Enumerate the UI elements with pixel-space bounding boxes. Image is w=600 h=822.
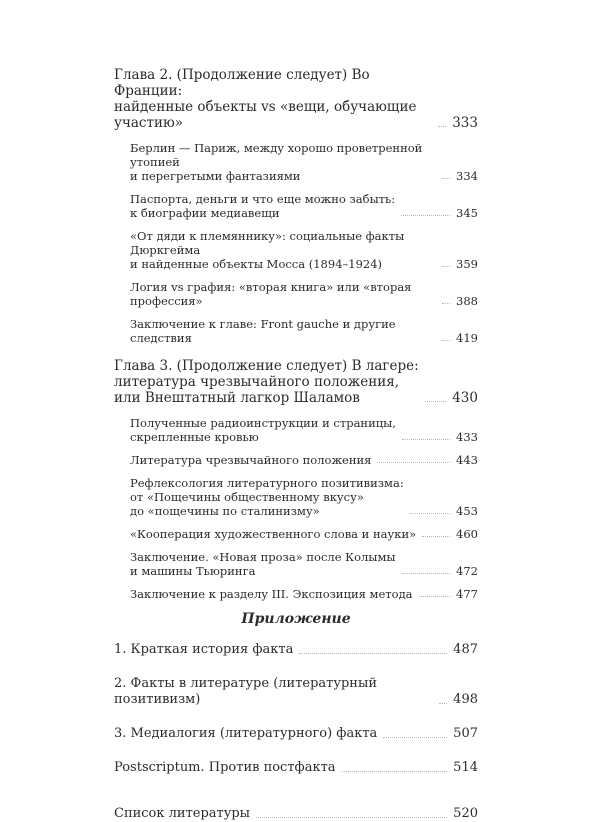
subsection-title: Логия vs графия: «вторая книга» или «вторая профессия» <box>130 280 412 308</box>
page-number: 419 <box>456 331 478 345</box>
dot-leader <box>422 536 450 537</box>
page-number: 507 <box>453 726 478 741</box>
dot-leader <box>442 266 450 267</box>
dot-leader <box>438 126 446 127</box>
page-number: 430 <box>452 390 478 406</box>
page-number: 388 <box>456 294 478 308</box>
dot-leader <box>377 462 450 463</box>
dot-leader <box>442 303 450 304</box>
toc-bibliography[interactable] <box>114 806 478 822</box>
page-number: 345 <box>456 206 478 220</box>
dot-leader <box>410 513 450 514</box>
subsection-title: Паспорта, деньги и что еще можно забыть: к биографии медиавещи <box>130 192 396 220</box>
page-number: 520 <box>453 806 478 821</box>
dot-leader <box>442 178 450 179</box>
toc-subsection[interactable] <box>114 476 478 518</box>
toc-subsection[interactable] <box>114 280 478 308</box>
toc-subsection[interactable] <box>114 141 478 183</box>
page-number: 443 <box>456 453 478 467</box>
appendix-heading: Приложение <box>241 611 351 627</box>
page-number: 487 <box>453 642 478 657</box>
dot-leader <box>383 737 447 738</box>
page-number: 477 <box>456 587 478 601</box>
page-number: 460 <box>456 527 478 541</box>
subsection-title: Заключение к главе: Front gauche и другие следствия <box>130 317 396 345</box>
toc-appendix-item[interactable] <box>114 642 478 658</box>
subsection-title: Литература чрезвычайного положения <box>130 453 372 467</box>
toc-subsection[interactable] <box>114 587 478 601</box>
dot-leader <box>442 340 450 341</box>
subsection-title: Рефлексология литературного позитивизма: от «Пощечины общественному вкусу» до «пощечины по сталинизму» <box>130 476 404 518</box>
appendix-item-title: 1. Краткая история факта <box>114 642 294 657</box>
chapter-title: Глава 2. (Продолжение следует) Во Франции: найденные объекты vs «вещи, обучающие участию» <box>114 67 417 131</box>
table-of-contents <box>114 67 478 822</box>
dot-leader <box>419 596 451 597</box>
subsection-title: Заключение к разделу III. Экспозиция метода <box>130 587 413 601</box>
chapter-title: Глава 3. (Продолжение следует) В лагере: литература чрезвычайного положения, или Внештатный лагкор Шаламов <box>114 358 419 406</box>
subsection-title: Полученные радиоинструкции и страницы, скрепленные кровью <box>130 416 396 444</box>
toc-appendix-item[interactable] <box>114 726 478 742</box>
toc-subsection[interactable] <box>114 527 478 541</box>
dot-leader <box>425 401 447 402</box>
subsection-title: Заключение. «Новая проза» после Колымы и машины Тьюринга <box>130 550 396 578</box>
dot-leader <box>439 703 447 704</box>
toc-subsection[interactable] <box>114 453 478 467</box>
subsection-title: Берлин — Париж, между хорошо проветренной утопией и перегретыми фантазиями <box>130 141 423 183</box>
toc-subsection[interactable] <box>114 550 478 578</box>
dot-leader <box>402 573 450 574</box>
page-number: 514 <box>453 760 478 775</box>
toc-appendix-item[interactable] <box>114 760 478 776</box>
toc-subsection[interactable] <box>114 317 478 345</box>
page-number: 472 <box>456 564 478 578</box>
toc-appendix-item[interactable] <box>114 676 478 708</box>
dot-leader <box>401 215 450 216</box>
dot-leader <box>402 439 450 440</box>
dot-leader <box>299 653 447 654</box>
page-number: 498 <box>453 692 478 707</box>
page-number: 453 <box>456 504 478 518</box>
toc-subsection[interactable] <box>114 192 478 220</box>
dot-leader <box>342 771 448 772</box>
subsection-title: «От дяди к племяннику»: социальные факты Дюркгейма и найденные объекты Мосса (1894–1924) <box>130 229 405 271</box>
dot-leader <box>256 817 447 818</box>
page-number: 433 <box>456 430 478 444</box>
toc-chapter-2[interactable] <box>114 67 478 131</box>
page-number: 334 <box>456 169 478 183</box>
page-number: 359 <box>456 257 478 271</box>
appendix-item-title: Postscriptum. Против постфакта <box>114 760 336 775</box>
toc-subsection[interactable] <box>114 229 478 271</box>
subsection-title: «Кооперация художественного слова и науки» <box>130 527 417 541</box>
toc-chapter-3[interactable] <box>114 358 478 406</box>
page-number: 333 <box>452 115 478 131</box>
appendix-item-title: 3. Медиалогия (литературного) факта <box>114 726 378 741</box>
toc-subsection[interactable] <box>114 416 478 444</box>
appendix-item-title: 2. Факты в литературе (литературный позитивизм) <box>114 676 377 707</box>
bibliography-title: Список литературы <box>114 806 251 821</box>
